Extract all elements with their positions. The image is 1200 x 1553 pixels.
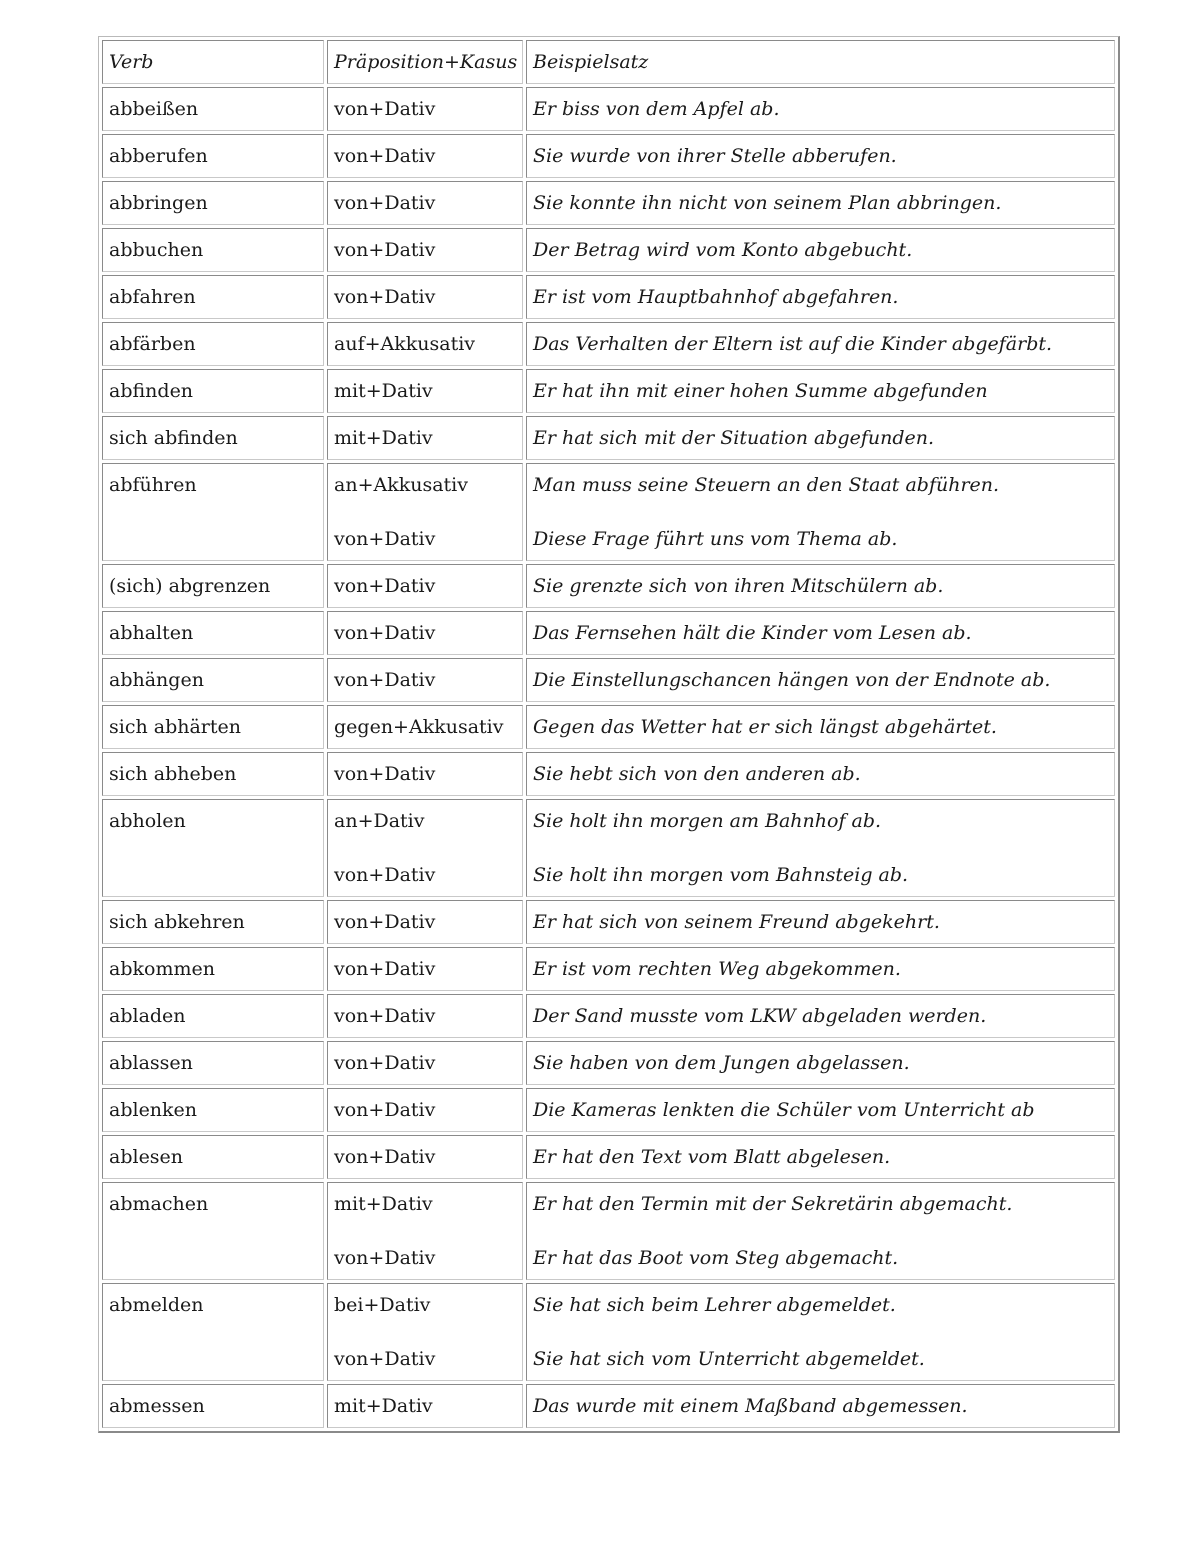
example-sentence-text: Das wurde mit einem Maßband abgemessen. <box>533 1395 968 1417</box>
table-row <box>102 658 1115 702</box>
cell-verb: sich abheben <box>102 752 324 796</box>
preposition-case-text: an+Dativ <box>334 810 425 832</box>
cell-preposition-case <box>327 1283 523 1381</box>
cell-preposition-case <box>327 416 523 460</box>
table-row <box>102 369 1115 413</box>
cell-verb: abfinden <box>102 369 324 413</box>
cell-preposition-case <box>327 564 523 608</box>
table-row <box>102 1283 1115 1381</box>
example-sentence-text: Er hat den Termin mit der Sekretärin abgemacht. <box>533 1193 1013 1215</box>
cell-preposition-case <box>327 611 523 655</box>
cell-verb: abhalten <box>102 611 324 655</box>
preposition-case-text: auf+Akkusativ <box>334 333 476 355</box>
cell-example-sentence <box>526 658 1115 702</box>
preposition-case-text: von+Dativ <box>334 98 436 120</box>
cell-preposition-case <box>327 322 523 366</box>
table-row <box>102 947 1115 991</box>
cell-verb: abbeißen <box>102 87 324 131</box>
table-row <box>102 134 1115 178</box>
example-sentence-text: Sie hat sich vom Unterricht abgemeldet. <box>533 1348 925 1370</box>
table-row <box>102 275 1115 319</box>
preposition-case-text: von+Dativ <box>334 1348 436 1370</box>
example-sentence-text: Sie grenzte sich von ihren Mitschülern ab. <box>533 575 944 597</box>
cell-verb: abhängen <box>102 658 324 702</box>
cell-example-sentence <box>526 564 1115 608</box>
cell-example-sentence <box>526 611 1115 655</box>
preposition-case-text: von+Dativ <box>334 622 436 644</box>
cell-verb: abladen <box>102 994 324 1038</box>
example-sentence-text: Sie haben von dem Jungen abgelassen. <box>533 1052 910 1074</box>
example-sentence-text: Die Kameras lenkten die Schüler vom Unterricht ab <box>533 1099 1035 1121</box>
example-sentence-text: Er hat sich mit der Situation abgefunden. <box>533 427 935 449</box>
preposition-case-text: von+Dativ <box>334 864 436 886</box>
cell-verb: abmachen <box>102 1182 324 1280</box>
cell-example-sentence <box>526 463 1115 561</box>
cell-verb: abmelden <box>102 1283 324 1381</box>
preposition-case-text: gegen+Akkusativ <box>334 716 504 738</box>
example-sentence-text: Die Einstellungschancen hängen von der Endnote ab. <box>533 669 1051 691</box>
cell-example-sentence <box>526 1384 1115 1428</box>
table-row <box>102 1041 1115 1085</box>
example-sentence-text: Er hat den Text vom Blatt abgelesen. <box>533 1146 891 1168</box>
cell-preposition-case <box>327 1088 523 1132</box>
table-row <box>102 900 1115 944</box>
example-sentence-text: Sie holt ihn morgen vom Bahnsteig ab. <box>533 864 909 886</box>
example-sentence-text: Das Fernsehen hält die Kinder vom Lesen ab. <box>533 622 972 644</box>
table-row <box>102 799 1115 897</box>
cell-verb: abmessen <box>102 1384 324 1428</box>
table-row <box>102 1384 1115 1428</box>
cell-preposition-case <box>327 87 523 131</box>
cell-example-sentence <box>526 228 1115 272</box>
cell-verb: abkommen <box>102 947 324 991</box>
cell-example-sentence <box>526 1182 1115 1280</box>
cell-example-sentence <box>526 994 1115 1038</box>
cell-verb: abfärben <box>102 322 324 366</box>
cell-example-sentence <box>526 1283 1115 1381</box>
preposition-case-text: mit+Dativ <box>334 1193 433 1215</box>
example-sentence-text: Er biss von dem Apfel ab. <box>533 98 780 120</box>
table-header-row <box>102 40 1115 84</box>
cell-preposition-case <box>327 705 523 749</box>
example-sentence-text: Sie wurde von ihrer Stelle abberufen. <box>533 145 897 167</box>
example-sentence-text: Sie hebt sich von den anderen ab. <box>533 763 861 785</box>
table-row <box>102 1088 1115 1132</box>
cell-example-sentence <box>526 1041 1115 1085</box>
cell-verb: abführen <box>102 463 324 561</box>
cell-preposition-case <box>327 1182 523 1280</box>
preposition-case-text: bei+Dativ <box>334 1294 431 1316</box>
preposition-case-text: von+Dativ <box>334 958 436 980</box>
table-row <box>102 564 1115 608</box>
example-sentence-text: Der Betrag wird vom Konto abgebucht. <box>533 239 913 261</box>
cell-preposition-case <box>327 994 523 1038</box>
cell-example-sentence <box>526 181 1115 225</box>
cell-verb: ablesen <box>102 1135 324 1179</box>
preposition-case-text: von+Dativ <box>334 669 436 691</box>
preposition-case-text: von+Dativ <box>334 1247 436 1269</box>
cell-preposition-case <box>327 369 523 413</box>
header-example-sentence: Beispielsatz <box>526 40 1115 84</box>
cell-preposition-case <box>327 1384 523 1428</box>
cell-verb: sich abhärten <box>102 705 324 749</box>
example-sentence-text: Der Sand musste vom LKW abgeladen werden. <box>533 1005 987 1027</box>
cell-verb: ablenken <box>102 1088 324 1132</box>
cell-example-sentence <box>526 752 1115 796</box>
cell-verb: abbringen <box>102 181 324 225</box>
table-row <box>102 322 1115 366</box>
cell-verb: abholen <box>102 799 324 897</box>
table-body <box>102 40 1115 1428</box>
cell-preposition-case <box>327 463 523 561</box>
table-row <box>102 463 1115 561</box>
example-sentence-text: Er hat sich von seinem Freund abgekehrt. <box>533 911 940 933</box>
cell-example-sentence <box>526 1135 1115 1179</box>
cell-verb: abfahren <box>102 275 324 319</box>
cell-preposition-case <box>327 752 523 796</box>
document-page <box>98 36 1120 1433</box>
example-sentence-text: Man muss seine Steuern an den Staat abführen. <box>533 474 1000 496</box>
table-row <box>102 181 1115 225</box>
example-sentence-text: Das Verhalten der Eltern ist auf die Kinder abgefärbt. <box>533 333 1053 355</box>
example-sentence-text: Er hat das Boot vom Steg abgemacht. <box>533 1247 899 1269</box>
example-sentence-text: Sie konnte ihn nicht von seinem Plan abbringen. <box>533 192 1002 214</box>
table-row <box>102 1182 1115 1280</box>
cell-example-sentence <box>526 900 1115 944</box>
cell-verb: abberufen <box>102 134 324 178</box>
preposition-case-text: von+Dativ <box>334 763 436 785</box>
cell-example-sentence <box>526 705 1115 749</box>
example-sentence-text: Sie hat sich beim Lehrer abgemeldet. <box>533 1294 896 1316</box>
header-preposition-case: Präposition+Kasus <box>327 40 523 84</box>
preposition-case-text: von+Dativ <box>334 1099 436 1121</box>
preposition-case-text: von+Dativ <box>334 911 436 933</box>
cell-example-sentence <box>526 1088 1115 1132</box>
preposition-case-text: von+Dativ <box>334 575 436 597</box>
table-row <box>102 1135 1115 1179</box>
preposition-case-text: von+Dativ <box>334 239 436 261</box>
example-sentence-text: Er hat ihn mit einer hohen Summe abgefunden <box>533 380 988 402</box>
table-row <box>102 705 1115 749</box>
preposition-case-text: von+Dativ <box>334 1005 436 1027</box>
cell-preposition-case <box>327 947 523 991</box>
cell-preposition-case <box>327 181 523 225</box>
cell-verb: abbuchen <box>102 228 324 272</box>
cell-example-sentence <box>526 799 1115 897</box>
table-row <box>102 752 1115 796</box>
preposition-case-text: von+Dativ <box>334 286 436 308</box>
cell-example-sentence <box>526 369 1115 413</box>
cell-example-sentence <box>526 134 1115 178</box>
preposition-case-text: von+Dativ <box>334 1052 436 1074</box>
cell-preposition-case <box>327 228 523 272</box>
cell-preposition-case <box>327 1135 523 1179</box>
cell-preposition-case <box>327 134 523 178</box>
table-row <box>102 611 1115 655</box>
table-row <box>102 416 1115 460</box>
cell-verb: (sich) abgrenzen <box>102 564 324 608</box>
example-sentence-text: Er ist vom Hauptbahnhof abgefahren. <box>533 286 899 308</box>
cell-verb: sich abkehren <box>102 900 324 944</box>
cell-preposition-case <box>327 275 523 319</box>
cell-preposition-case <box>327 900 523 944</box>
cell-example-sentence <box>526 947 1115 991</box>
example-sentence-text: Diese Frage führt uns vom Thema ab. <box>533 528 898 550</box>
cell-example-sentence <box>526 416 1115 460</box>
preposition-case-text: mit+Dativ <box>334 1395 433 1417</box>
cell-example-sentence <box>526 322 1115 366</box>
preposition-case-text: von+Dativ <box>334 1146 436 1168</box>
verb-preposition-table <box>98 36 1120 1433</box>
cell-preposition-case <box>327 799 523 897</box>
cell-verb: sich abfinden <box>102 416 324 460</box>
table-row <box>102 228 1115 272</box>
preposition-case-text: von+Dativ <box>334 192 436 214</box>
cell-example-sentence <box>526 87 1115 131</box>
example-sentence-text: Er ist vom rechten Weg abgekommen. <box>533 958 901 980</box>
header-verb: Verb <box>102 40 324 84</box>
table-row <box>102 87 1115 131</box>
cell-verb: ablassen <box>102 1041 324 1085</box>
preposition-case-text: an+Akkusativ <box>334 474 468 496</box>
cell-example-sentence <box>526 275 1115 319</box>
preposition-case-text: mit+Dativ <box>334 427 433 449</box>
preposition-case-text: von+Dativ <box>334 145 436 167</box>
table-row <box>102 994 1115 1038</box>
cell-preposition-case <box>327 658 523 702</box>
preposition-case-text: von+Dativ <box>334 528 436 550</box>
cell-preposition-case <box>327 1041 523 1085</box>
example-sentence-text: Gegen das Wetter hat er sich längst abgehärtet. <box>533 716 997 738</box>
example-sentence-text: Sie holt ihn morgen am Bahnhof ab. <box>533 810 882 832</box>
preposition-case-text: mit+Dativ <box>334 380 433 402</box>
